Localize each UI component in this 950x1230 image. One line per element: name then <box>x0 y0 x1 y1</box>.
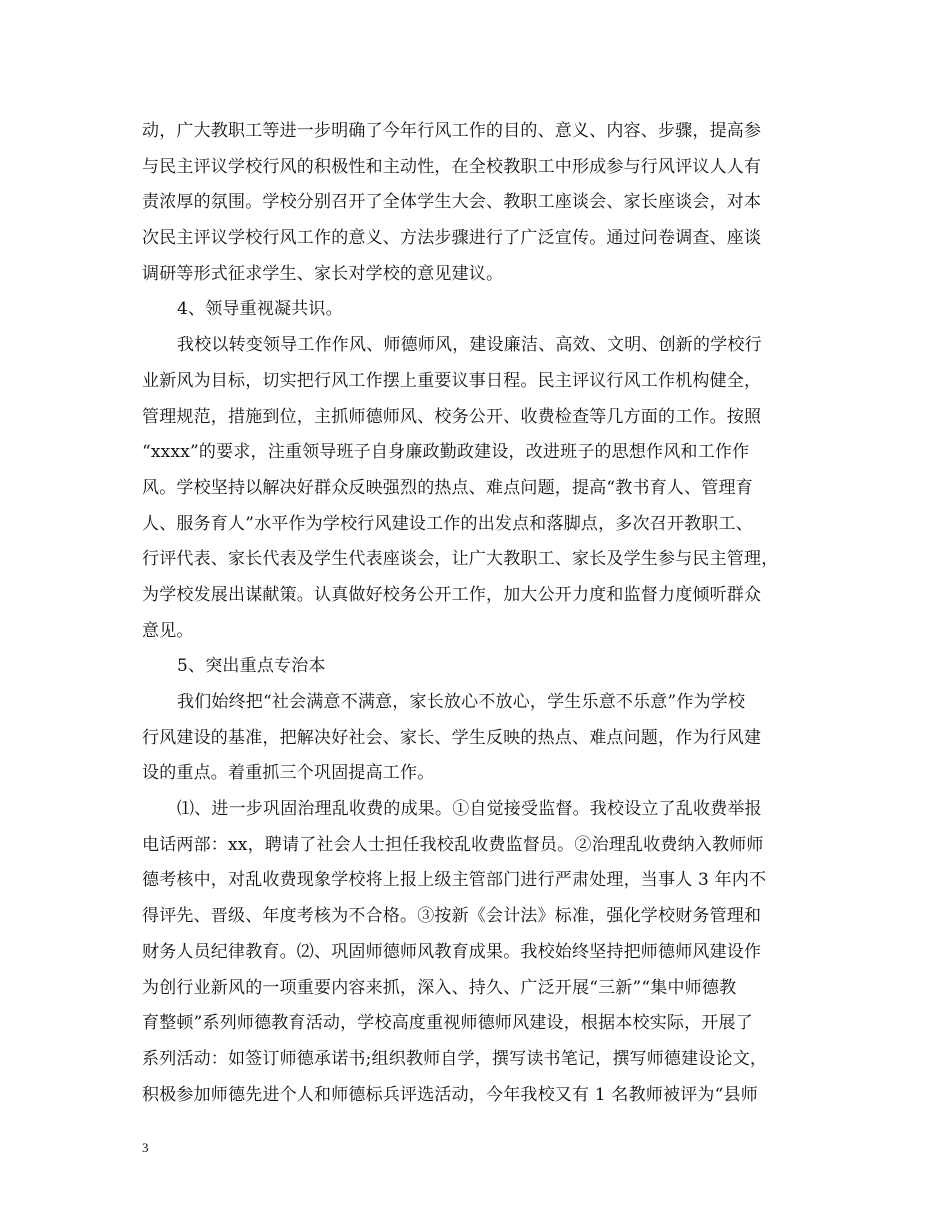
text-line: 人、服务育人”水平作为学校行风建设工作的出发点和落脚点，多次召开教职工、 <box>142 513 753 534</box>
text-line: 与民主评议学校行风的积极性和主动性，在全校教职工中形成参与行风评议人人有 <box>142 156 762 177</box>
text-line: 行风建设的基准，把解决好社会、家长、学生反映的热点、难点问题，作为行风建 <box>142 727 762 748</box>
text-line: 育整顿”系列师德教育活动，学校高度重视师德师风建设，根据本校实际，开展了 <box>142 1013 753 1034</box>
text-line: 得评先、晋级、年度考核为不合格。③按新《会计法》标准，强化学校财务管理和 <box>142 906 762 927</box>
text-line: 次民主评议学校行风工作的意义、方法步骤进行了广泛宣传。通过问卷调查、座谈 <box>142 228 762 249</box>
text-line: ⑴、进一步巩固治理乱收费的成果。①自觉接受监督。我校设立了乱收费举报 <box>177 799 762 820</box>
text-line: “xxxx”的要求，注重领导班子自身廉政勤政建设，改进班子的思想作风和工作作 <box>142 442 750 463</box>
text-line: 行评代表、家长代表及学生代表座谈会，让广大教职工、家长及学生参与民主管理， <box>142 549 779 570</box>
text-line: 意见。 <box>142 620 194 641</box>
text-line: 责浓厚的氛围。学校分别召开了全体学生大会、教职工座谈会、家长座谈会，对本 <box>142 192 762 213</box>
body-text <box>142 114 808 1113</box>
text-line: 设的重点。着重抓三个巩固提高工作。 <box>142 763 435 784</box>
text-line: 我校以转变领导工作作风、师德师风，建设廉洁、高效、文明、创新的学校行 <box>177 335 762 356</box>
text-line: 积极参加师德先进个人和师德标兵评选活动，今年我校又有 1 名教师被评为“县师 <box>142 1084 758 1105</box>
text-line: 风。学校坚持以解决好群众反映强烈的热点、难点问题，提高“教书育人、管理育 <box>142 477 753 498</box>
text-line: 动，广大教职工等进一步明确了今年行风工作的目的、意义、内容、步骤，提高参 <box>142 121 762 141</box>
text-line: 4、领导重视凝共识。 <box>177 299 343 320</box>
text-line: 为学校发展出谋献策。认真做好校务公开工作，加大公开力度和监督力度倾听群众 <box>142 584 762 605</box>
text-line: 管理规范，措施到位，主抓师德师风、校务公开、收费检查等几方面的工作。按照 <box>142 406 762 427</box>
text-line: 5、突出重点专治本 <box>177 656 326 677</box>
text-line: 为创行业新风的一项重要内容来抓，深入、持久、广泛开展“三新”“集中师德教 <box>142 977 737 998</box>
text-line: 电话两部：xx，聘请了社会人士担任我校乱收费监督员。②治理乱收费纳入教师师 <box>142 834 764 855</box>
text-line: 系列活动：如签订师德承诺书;组织教师自学，撰写读书笔记，撰写师德建设论文， <box>142 1048 768 1069</box>
page-number: 3 <box>142 1140 149 1155</box>
text-line: 调研等形式征求学生、家长对学校的意见建议。 <box>142 263 504 284</box>
text-line: 我们始终把“社会满意不满意，家长放心不放心，学生乐意不乐意”作为学校 <box>177 692 746 712</box>
text-line: 德考核中，对乱收费现象学校将上报上级主管部门进行严肃处理，当事人 3 年内不 <box>142 870 767 891</box>
text-line: 业新风为目标，切实把行风工作摆上重要议事日程。民主评议行风工作机构健全， <box>142 370 762 391</box>
text-line: 财务人员纪律教育。⑵、巩固师德师风教育成果。我校始终坚持把师德师风建设作 <box>142 941 762 962</box>
